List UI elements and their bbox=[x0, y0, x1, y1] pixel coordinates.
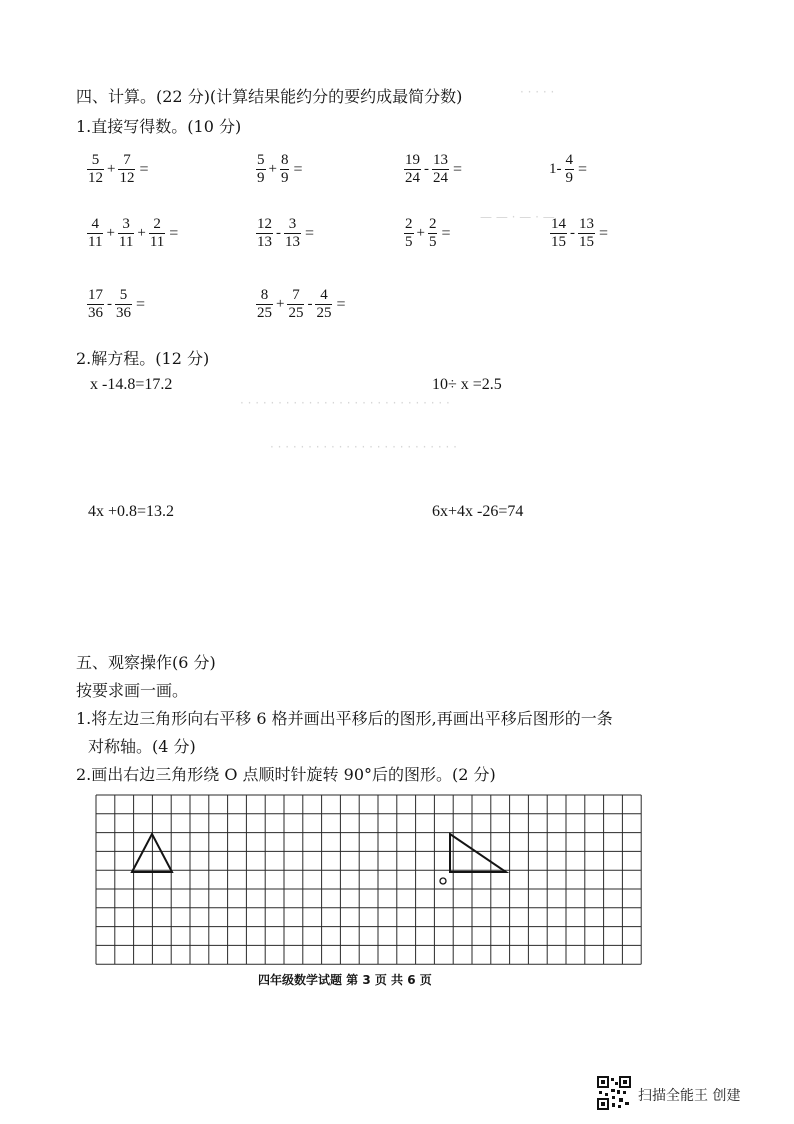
numerator: 19 bbox=[405, 152, 420, 168]
denominator: 24 bbox=[433, 170, 448, 186]
equals-sign: = bbox=[305, 224, 315, 242]
numerator: 13 bbox=[579, 216, 594, 232]
equals-sign: = bbox=[441, 224, 451, 242]
equals-sign: = bbox=[169, 224, 179, 242]
numerator: 5 bbox=[91, 152, 100, 168]
denominator: 25 bbox=[316, 305, 332, 321]
bleed-through-mark: · · · · · · · · · · · · · · · · · · · · · · · · · · · · bbox=[240, 396, 450, 410]
bleed-through-mark: · · · · · bbox=[520, 85, 555, 99]
equals-sign: = bbox=[599, 224, 609, 242]
equals-sign: = bbox=[453, 160, 463, 178]
denominator: 15 bbox=[579, 234, 594, 250]
denominator: 15 bbox=[551, 234, 566, 250]
numerator: 3 bbox=[122, 216, 130, 232]
equation-1: x -14.8=17.2 bbox=[90, 376, 173, 393]
instruction-1-line2: 对称轴。(4 分) bbox=[88, 737, 196, 756]
denominator: 11 bbox=[88, 234, 103, 250]
numerator: 5 bbox=[257, 152, 265, 168]
equals-sign: = bbox=[336, 295, 346, 313]
equals-sign: = bbox=[139, 160, 149, 178]
numerator: 8 bbox=[280, 152, 289, 168]
right-triangle bbox=[450, 834, 506, 872]
operator: + bbox=[106, 225, 115, 241]
operator: + bbox=[416, 225, 425, 241]
instruction-2: 2.画出右边三角形绕 O 点顺时针旋转 90°后的图形。(2 分) bbox=[76, 765, 496, 784]
equation-2: 10÷ x =2.5 bbox=[432, 376, 502, 393]
operator: - bbox=[107, 296, 112, 312]
denominator: 9 bbox=[280, 170, 289, 186]
numerator: 4 bbox=[565, 152, 573, 168]
scanner-watermark: 扫描全能王 创建 bbox=[638, 1088, 741, 1104]
numerator: 4 bbox=[320, 287, 328, 303]
numerator: 17 bbox=[88, 287, 103, 303]
qr-code-icon bbox=[597, 1076, 631, 1110]
numerator: 2 bbox=[405, 216, 413, 232]
bleed-through-mark: — — · — · — bbox=[480, 210, 555, 224]
equals-sign: = bbox=[136, 295, 146, 313]
numerator: 2 bbox=[428, 216, 437, 232]
operator: + bbox=[268, 161, 277, 177]
numerator: 5 bbox=[119, 287, 128, 303]
page-footer: 四年级数学试题 第 3 页 共 6 页 bbox=[258, 973, 432, 987]
denominator: 13 bbox=[257, 234, 272, 250]
numerator: 12 bbox=[257, 216, 272, 232]
grid-lines bbox=[96, 795, 641, 964]
numerator: 2 bbox=[153, 216, 161, 232]
numerator: 4 bbox=[91, 216, 99, 232]
denominator: 36 bbox=[88, 305, 103, 321]
whole-number: 1- bbox=[549, 161, 562, 177]
numerator: 14 bbox=[551, 216, 566, 232]
numerator: 7 bbox=[123, 152, 131, 168]
numerator: 3 bbox=[288, 216, 297, 232]
operator: - bbox=[424, 161, 429, 177]
operator: - bbox=[570, 225, 575, 241]
question2-heading: 2.解方程。(12 分) bbox=[76, 349, 210, 368]
denominator: 24 bbox=[405, 170, 420, 186]
denominator: 36 bbox=[116, 305, 131, 321]
rotation-point-o bbox=[440, 878, 446, 884]
question1-heading: 1.直接写得数。(10 分) bbox=[76, 117, 242, 136]
denominator: 12 bbox=[119, 170, 135, 186]
denominator: 9 bbox=[565, 170, 573, 186]
denominator: 11 bbox=[118, 234, 134, 250]
denominator: 9 bbox=[257, 170, 265, 186]
denominator: 25 bbox=[257, 305, 272, 321]
section4-title: 四、计算。(22 分)(计算结果能约分的要约成最简分数) bbox=[76, 87, 463, 106]
denominator: 12 bbox=[88, 170, 103, 186]
operator: + bbox=[137, 225, 146, 241]
equals-sign: = bbox=[293, 160, 303, 178]
denominator: 13 bbox=[285, 234, 300, 250]
denominator: 5 bbox=[405, 234, 413, 250]
numerator: 7 bbox=[292, 287, 300, 303]
equation-3: 4x +0.8=13.2 bbox=[88, 503, 175, 520]
numerator: 8 bbox=[260, 287, 269, 303]
instruction-1-line1: 1.将左边三角形向右平移 6 格并画出平移后的图形,再画出平移后图形的一条 bbox=[76, 709, 613, 728]
equals-sign: = bbox=[578, 160, 588, 178]
denominator: 11 bbox=[149, 234, 165, 250]
numerator: 13 bbox=[433, 152, 448, 168]
section5-title: 五、观察操作(6 分) bbox=[76, 653, 216, 672]
bleed-through-mark: · · · · · · · · · · · · · · · · · · · · · · · · · bbox=[270, 440, 457, 454]
denominator: 5 bbox=[428, 234, 437, 250]
operator: + bbox=[107, 161, 116, 177]
operator: - bbox=[276, 225, 281, 241]
instruction-intro: 按要求画一画。 bbox=[76, 681, 189, 700]
denominator: 25 bbox=[288, 305, 304, 321]
equation-4: 6x+4x -26=74 bbox=[432, 503, 524, 520]
operator: - bbox=[307, 296, 313, 312]
operator: + bbox=[276, 296, 285, 312]
